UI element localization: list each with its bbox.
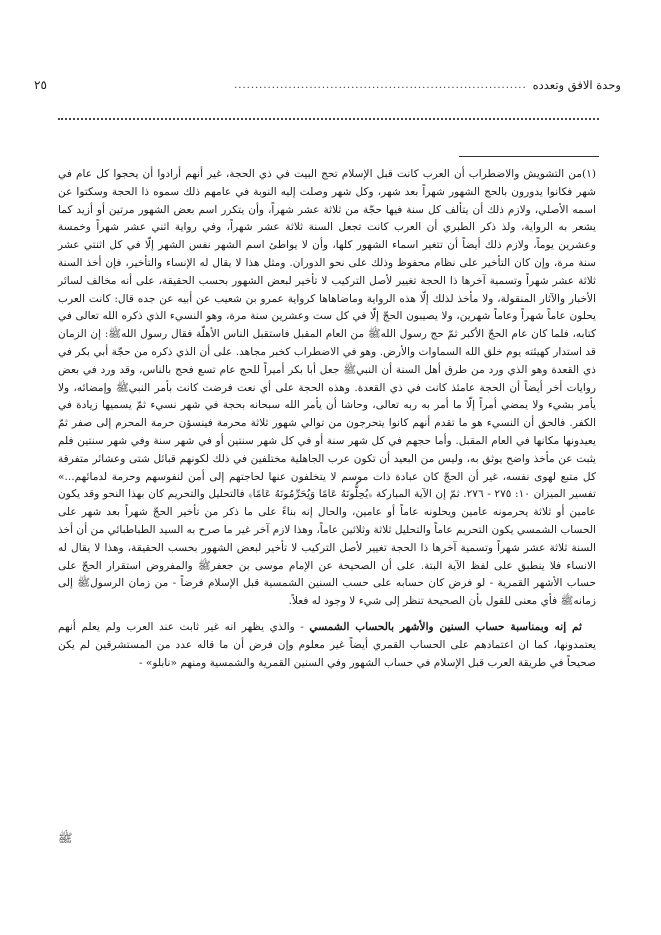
running-header-title: وحدة الافق وتعدده (532, 78, 621, 92)
footnote-paragraph-2-rest: - والذي يظهر انه غير ثابت عند العرب ولم يعلم أنهم يعتمدونها، كما ان اعتمادهم على الحساب القمري أيضاً غير معلوم وإن فرض أن ما قاله عدد من المستشرقين لم يكن صحيحاً في طريقة العرب قبل الإسلام في حساب الشهور وفي السنين القمرية والشمسية ومنهم «نابلو» - (58, 620, 596, 669)
footnote-paragraph-2-lead: ثم إنه وبمناسبة حساب السنين والأشهر بالحساب الشمسي (309, 620, 582, 633)
continuation-mark: ﷺ (58, 831, 73, 845)
footnote-paragraph-1: (١)من التشويش والاضطراب أن العرب كانت قبل الإسلام تحج البيت في ذي الحجة، غير أنهم أرادوا أن يحجوا كل عام في شهر فكانوا يدورون بالحج الشهور شهراً بعد شهر، وكل شهر وصلت إليه النوبة في عامهم ذلك سموه ذا الحجة وسكتوا عن اسمه الأصلي، ولازم ذلك أن يتألف كل سنة فيها حجّة من ثلاثة عشر شهراً، وأن يتكرر اسم بعض الشهور مرتين أو أزيد كما يشعر به الرواية، ولذ ذكر الطبري أن العرب كانت تجعل السنة ثلاثة عشر شهراً، وفي رواية اثني عشر شهراً وخمسة وعشرين يوماً، ولازم ذلك أيضاً أن تتغير اسماء الشهور كلها، وأن لا يواطئ اسم الشهر نفس الشهر إلّا في كل اثنتي عشر سنة مرة، وإن كان التأخير على نظام محفوظ وذلك على نحو الدوران. ومثل هذا لا يقال له الإنساء والتأخير، فإن أخذ السنة ثلاثة عشر شهراً وتسمية آخرها ذا الحجة تغيير لأصل التركيب لا تأخير لبعض الشهور بحسب الحقيقة، على أنه مخالف لسائر الأخبار والآثار المنقولة، ولا مأخذ لذلك إلّا هذه الرواية وماضاهاها كرواية عمرو بن شعيب عن أبيه عن جده قال: كانت العرب يحلون عاماً شهراً وعاماً شهرين، ولا يصيبون الحجّ إلّا في كل ست وعشرين سنة مرة، وهو النسيء الذي ذكره الله تعالى في كتابه، فلما كان عام الحجّ الأكبر ثمّ حج رسول اللهﷺ من العام المقبل فاستقبل الناس الأهلّة فقال رسول اللهﷺ: إن الزمان قد استدار كهيئته يوم خلق الله السماوات والأرض. وهو في الاضطراب كخبر مجاهد. على أن الذي ذكره من حجّة أبي بكر في ذي القعدة وهو الذي ورد من طرق أهل السنة أن النبيﷺ جعل أبا بكر أميراً للحج عام تسع فحج بالناس، وقد ورد في بعض روايات أخر أيضاً أن الحجة عامئذ كانت في ذي القعدة. وهذه الحجة على أي نعت فرضت كانت بأمر النبيﷺ وإمضائه، ولا يأمر بشيء ولا يمضي أمراً إلّا ما أمر به ربه تعالى، وحاشا أن يأمر الله سبحانه بحجة في شهر نسيء ثمّ يسميها زيادة في الكفر. فالحق أن النسيء هو ما تقدم أنهم كانوا يتحرجون من توالي شهور ثلاثة محرمة فينسؤن حرمة المحرم إلى صفر ثمّ يعيدونها مكانها في العام المقبل. وأما حجهم في كل شهر سنة أو في كل شهر سنتين أو في شهر سنة وفي شهر سنتين فلم يثبت عن مأخذ واضح يوثق به، وليس من البعيد أن تكون عرب الجاهلية مختلفين في ذلك لكونهم قبائل شتى وعشائر متفرقة كل متبع لهوى نفسه، غير أن الحجّ كان عبادة ذات موسم لا يتخلفون عنها لحاجتهم إلى أمن لنفوسهم وحرمة لدمائهم...» تفسير الميزان ١٠: ٢٧٥ - ٢٧٦. ثمّ إن الآية المباركة ﴿يُحِلُّونَهُ عَامًا وَيُحَرِّمُونَهُ عَامًا﴾ فالتحليل والتحريم كان بهذا النحو وقد يكون عامين أو ثلاثة يحرمونه عامين ويحلونه عاماً أو عامين، والحال إنه بناءً على ما ذكر من تأخير الحجّ شهراً بعد شهر على الحساب الشمسي يكون التحريم عاماً والتحليل ثلاثة وثلاثين عاماً، وهذا لازم آخر غير ما صرح به السيد الطباطبائي من أن أخذ السنة ثلاثة عشر شهراً وتسمية آخرها ذا الحجة تغيير لأصل التركيب لا تأخير لبعض الشهور بحسب الحقيقة، وهذا لا يقال له الانساء فلا ينطبق على لفظ الآية البتة. على أن الصحيحة عن الإمام موسى بن جعفرﷺ والمفروض استقرار الحجّ على حساب الأشهر القمرية - لو فرض كان حسابه على حسب السنين الشمسية قبل الإسلام فرضاً - من زمان الرسولﷺ إلى زمانهﷺ فأي معنى للقول بأن الصحيحة تنظر إلى شيء لا وجود له فعلاً. (58, 168, 596, 608)
footnote-rule (459, 156, 599, 157)
footnote-paragraph-2 (58, 619, 596, 672)
page-number: ٢٥ (34, 78, 47, 92)
footnote-body (58, 166, 596, 672)
running-header (34, 76, 621, 94)
dotted-separator (58, 118, 599, 120)
running-header-dots: ...................................................................... (234, 79, 527, 91)
